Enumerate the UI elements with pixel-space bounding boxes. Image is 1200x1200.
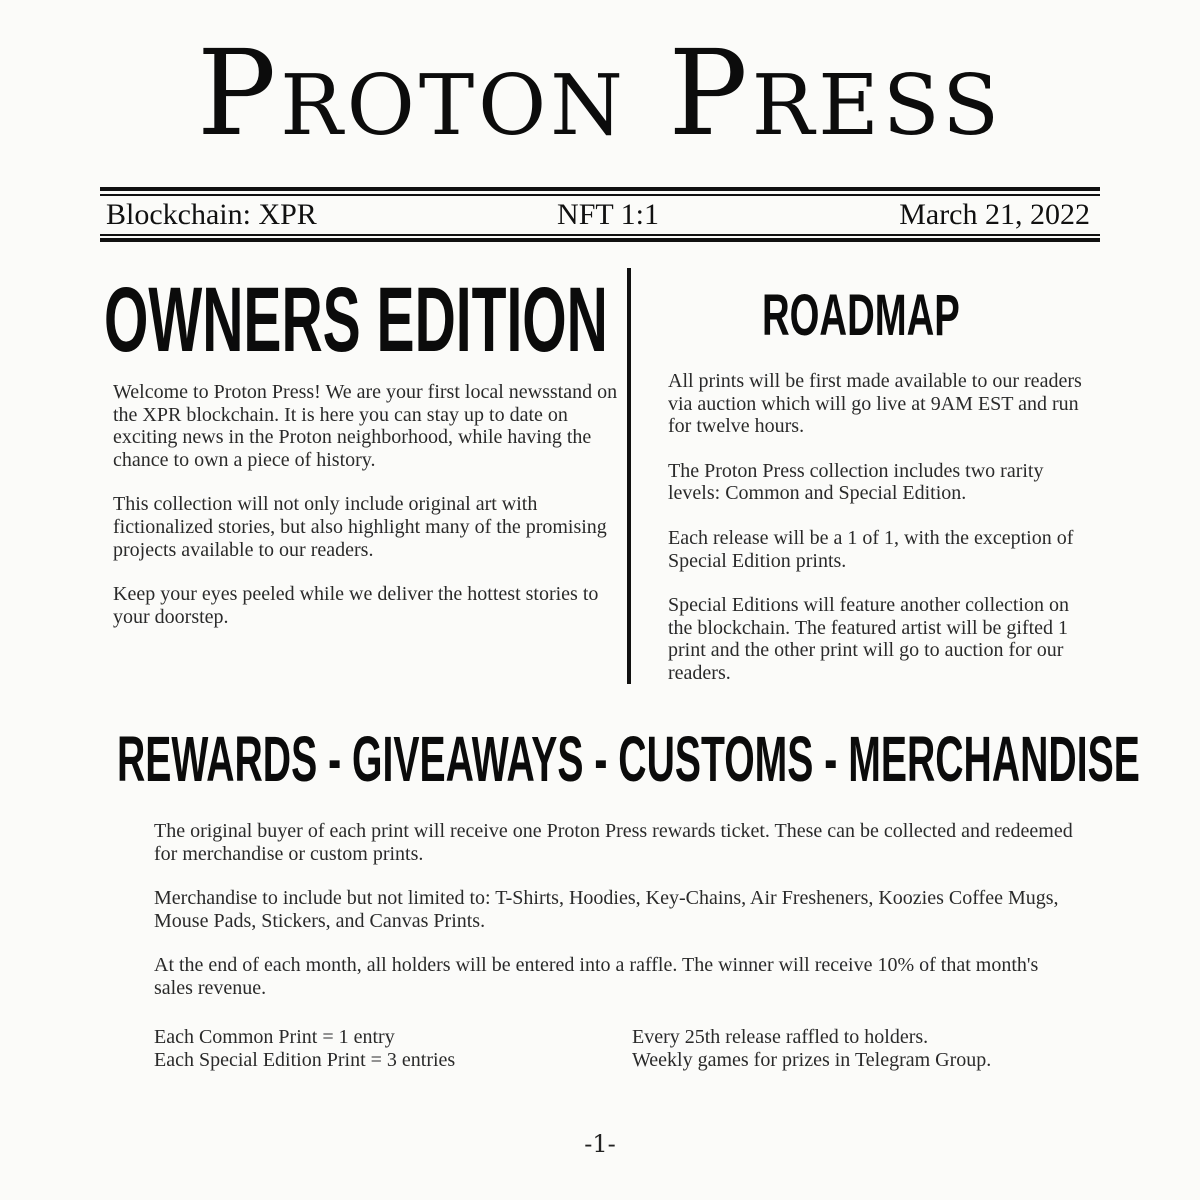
roadmap-heading: ROADMAP <box>762 283 960 348</box>
roadmap-paragraph: Special Editions will feature another collection on the blockchain. The featured artist will be gifted 1 print and the other print will go to auction for our readers. <box>668 594 1069 684</box>
giveaway-line: Weekly games for prizes in Telegram Group. <box>632 1049 992 1071</box>
page-number: -1- <box>584 1130 616 1158</box>
roadmap-paragraph: Each release will be a 1 of 1, with the exception of Special Edition prints. <box>668 526 1074 572</box>
edition-label: NFT 1:1 <box>557 198 659 231</box>
blockchain-label: Blockchain: XPR <box>106 198 317 231</box>
rewards-heading: REWARDS - GIVEAWAYS - CUSTOMS - MERCHANDISE <box>117 723 1140 795</box>
entry-line: Each Special Edition Print = 3 entries <box>154 1049 456 1071</box>
info-bar <box>106 196 1090 234</box>
masthead-title: Proton Press <box>196 24 1004 162</box>
column-divider <box>627 268 631 684</box>
rewards-paragraph: The original buyer of each print will receive one Proton Press rewards ticket. These can be collected and redeemed for merchandise or custom prints. <box>154 820 1073 865</box>
giveaway-line: Every 25th release raffled to holders. <box>632 1026 929 1048</box>
roadmap-paragraph: The Proton Press collection includes two rarity levels: Common and Special Edition. <box>668 459 1044 505</box>
roadmap-body <box>668 370 1088 707</box>
masthead-rule-bottom-thick <box>100 238 1100 242</box>
rewards-body <box>154 820 1074 1022</box>
masthead-rule-top-thick <box>100 187 1100 191</box>
masthead-rule-bottom-thin <box>100 234 1100 236</box>
rewards-paragraph: At the end of each month, all holders will be entered into a raffle. The winner will receive 10% of that month's sales revenue. <box>154 954 1039 999</box>
rewards-paragraph: Merchandise to include but not limited to: T-Shirts, Hoodies, Key-Chains, Air Fresheners, Koozies Coffee Mugs, Mouse Pads, Stickers, and Canvas Prints. <box>154 887 1059 932</box>
entries-list <box>154 1026 614 1072</box>
owners-edition-heading: OWNERS EDITION <box>104 269 608 371</box>
issue-date: March 21, 2022 <box>899 198 1090 231</box>
owners-paragraph: This collection will not only include original art with fictionalized stories, but also highlight many of the promising projects available to our readers. <box>113 493 607 561</box>
owners-paragraph: Keep your eyes peeled while we deliver the hottest stories to your doorstep. <box>113 583 599 628</box>
roadmap-paragraph: All prints will be first made available to our readers via auction which will go live at 9AM EST and run for twelve hours. <box>668 370 1082 438</box>
owners-paragraph: Welcome to Proton Press! We are your first local newsstand on the XPR blockchain. It is here you can stay up to date on exciting news in the Proton neighborhood, while having the chance to own a piece of history. <box>113 381 618 471</box>
owners-edition-body <box>113 381 618 650</box>
entry-line: Each Common Print = 1 entry <box>154 1026 395 1048</box>
giveaways-list <box>632 1026 1074 1072</box>
